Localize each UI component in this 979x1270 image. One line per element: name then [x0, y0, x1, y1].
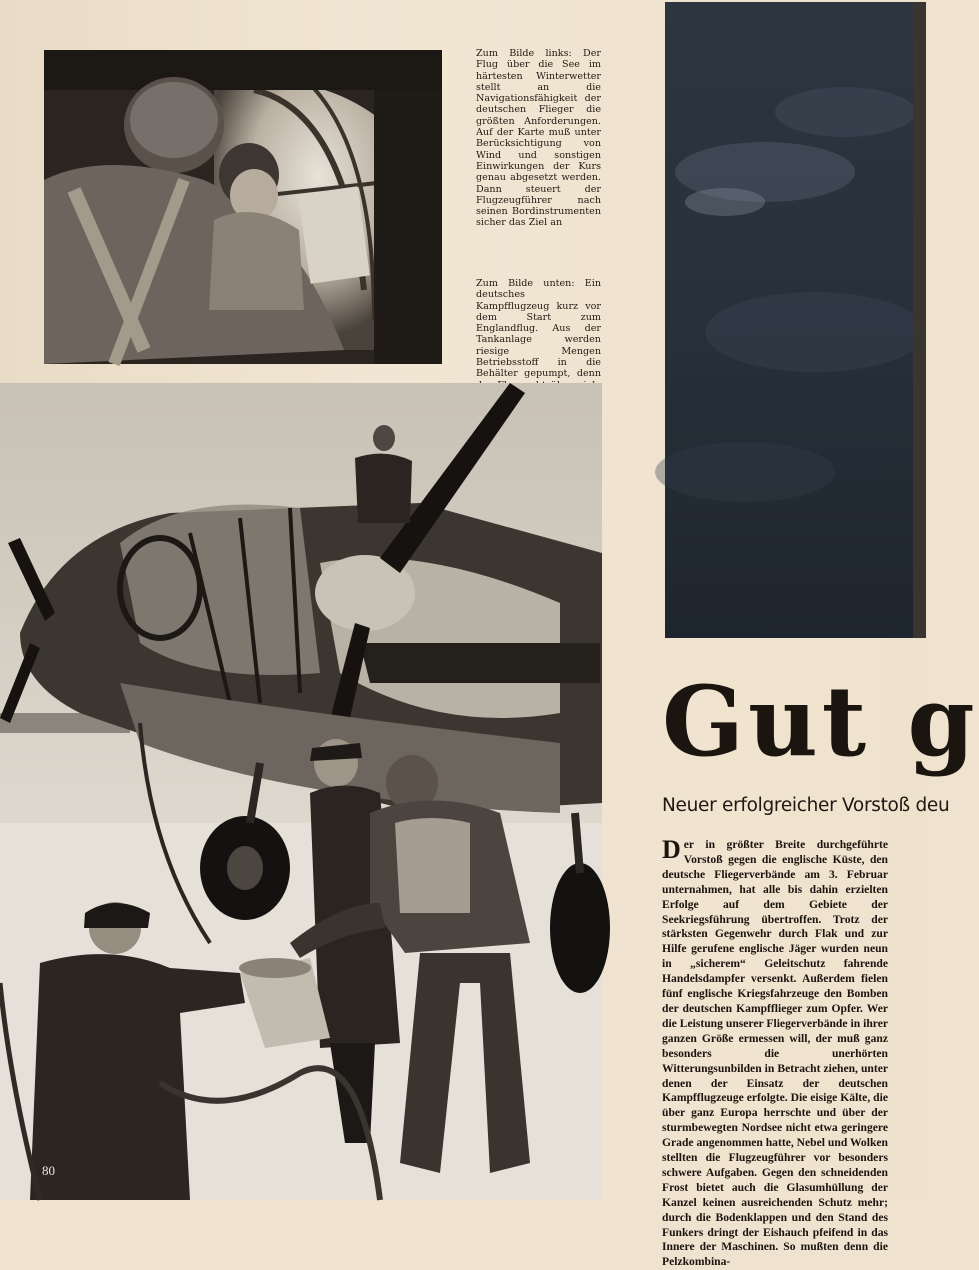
caption-below: Zum Bilde unten: Ein deutsches Kampfflugzeug kurz vor dem Start zum Englandflug. Aus der Tankanlage werden riesige Mengen Betriebsstoff in die Behälter gepumpt, denn [476, 278, 601, 380]
article-body [662, 835, 888, 1270]
sea-sky-photo [665, 2, 926, 638]
subheadline: Neuer erfolgreicher Vorstoß deu [662, 795, 950, 816]
headline: Gut g [662, 665, 979, 778]
article-text: er in größter Breite durchgeführte Vorstoß gegen die englische Küste, den deutsche Fliegerverbände am 3. Februar unternahmen, hat alle bis dahin erzielten Erfolge auf dem Gebiete der Seekriegsführung übertroffen. Trotz der stärksten Gegenwehr durch Flak und zur Hilfe gerufene englische Jäger wurden neun in „sicherem“ Geleitschutz fahrende Handelsdampfer versenkt. Außerdem fielen fünf englische Kriegsfahrzeuge den Bomben der deutschen Kampfflieger zum Opfer. Wer die Leistung unserer Fliegerverbände in ihrer ganzen Größe ermessen will, der muß ganz besonders die unerhörten Witterungsunbilden in Betracht ziehen, unter denen der Einsatz der deutschen Kampfflugzeuge erfolgte. Die eisige Kälte, die über ganz Europa herrschte und über der sturmbewegten Nordsee nicht etwa geringere Grade angenommen hatte, Nebel und Wolken stellten die Flugzeugführer vor besonders schwere Aufgaben. Gegen den schneidenden Frost bietet auch die Glasumhüllung der Kanzel keinen ausreichenden Schutz mehr; durch die Bodenklappen und den Stand des Funkers dringt der Eishauch pfeifend in das Innere der Maschinen. So mußten denn die Pelzkombina- [662, 838, 888, 1269]
caption-left: Zum Bilde links: Der Flug über die See im härtesten Winterwetter stellt an die Navigationsfähigkeit der deutschen Flieger die größten Anforderungen. Auf der Karte muß unter Berücksichtigung von Wind und sonstigen Einwirkungen der Kurs genau abgesetzt werden. Dann steuert der Flugzeugführer nach seinen Bordinstrumenten sicher das Ziel an [476, 48, 601, 229]
page-number: 80 [42, 1163, 55, 1178]
bomber-refuel-photo [0, 383, 602, 1200]
dropcap: D [662, 835, 681, 864]
cockpit-photo [44, 50, 442, 364]
